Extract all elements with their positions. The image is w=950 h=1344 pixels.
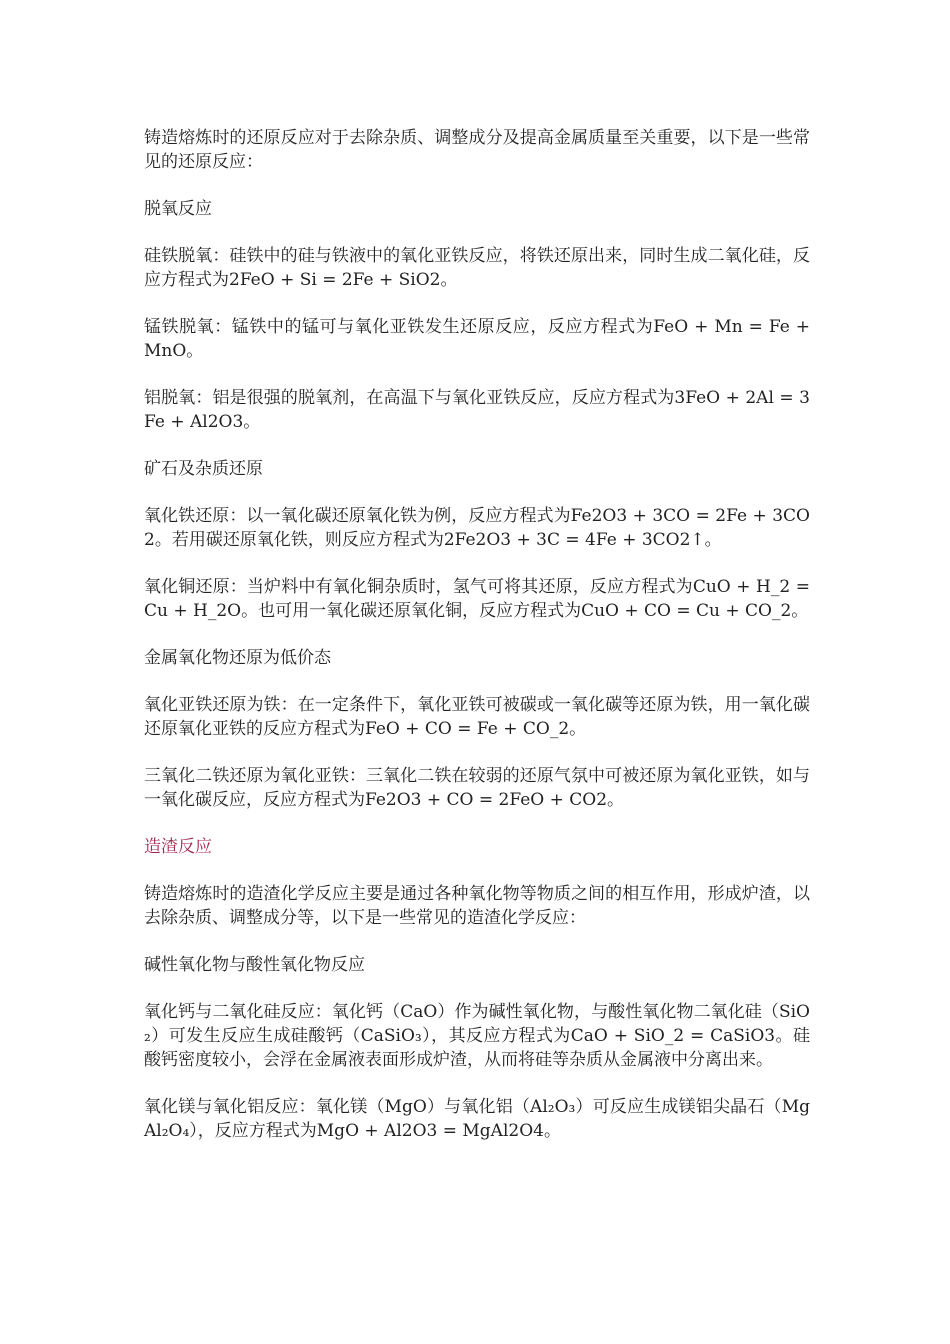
paragraph-mgo-al2o3: 氧化镁与氧化铝反应：氧化镁（MgO）与氧化铝（Al₂O₃）可反应生成镁铝尖晶石（MgAl₂O₄），反应方程式为MgO + Al2O3 = MgAl2O4。	[144, 1097, 810, 1141]
paragraph-ferrous-oxide: 氧化亚铁还原为铁：在一定条件下，氧化亚铁可被碳或一氧化碳等还原为铁，用一氧化碳还原氧化亚铁的反应方程式为FeO + CO = Fe + CO_2。	[144, 695, 810, 739]
paragraph-iron-oxide: 氧化铁还原：以一氧化碳还原氧化铁为例，反应方程式为Fe2O3 + 3CO = 2Fe + 3CO2。若用碳还原氧化铁，则反应方程式为2Fe2O3 + 3C = 4Fe + 3CO2↑。	[144, 506, 810, 550]
document-body	[144, 126, 810, 1166]
section-heading-lower-valence: 金属氧化物还原为低价态	[144, 648, 331, 668]
paragraph-aluminum: 铝脱氧：铝是很强的脱氧剂，在高温下与氧化亚铁反应，反应方程式为3FeO + 2Al = 3Fe + Al2O3。	[144, 388, 810, 432]
section-heading-slagging: 造渣反应	[144, 837, 212, 857]
subheading-basic-acidic-oxides: 碱性氧化物与酸性氧化物反应	[144, 955, 365, 975]
paragraph-slagging-intro: 铸造熔炼时的造渣化学反应主要是通过各种氧化物等物质之间的相互作用，形成炉渣，以去除杂质、调整成分等，以下是一些常见的造渣化学反应：	[144, 884, 810, 928]
intro-paragraph: 铸造熔炼时的还原反应对于去除杂质、调整成分及提高金属质量至关重要，以下是一些常见的还原反应：	[144, 128, 810, 172]
section-heading-deoxidation: 脱氧反应	[144, 199, 212, 219]
paragraph-ferromanganese: 锰铁脱氧：锰铁中的锰可与氧化亚铁发生还原反应，反应方程式为FeO + Mn = Fe + MnO。	[144, 317, 810, 361]
paragraph-ferric-oxide: 三氧化二铁还原为氧化亚铁：三氧化二铁在较弱的还原气氛中可被还原为氧化亚铁，如与一氧化碳反应，反应方程式为Fe2O3 + CO = 2FeO + CO2。	[144, 766, 810, 810]
paragraph-ferrosilicon: 硅铁脱氧：硅铁中的硅与铁液中的氧化亚铁反应，将铁还原出来，同时生成二氧化硅，反应方程式为2FeO + Si = 2Fe + SiO2。	[144, 246, 810, 290]
section-heading-ore-reduction: 矿石及杂质还原	[144, 459, 263, 479]
paragraph-copper-oxide: 氧化铜还原：当炉料中有氧化铜杂质时，氢气可将其还原，反应方程式为CuO + H_2 = Cu + H_2O。也可用一氧化碳还原氧化铜，反应方程式为CuO + CO = Cu + CO_2。	[144, 577, 810, 621]
paragraph-cao-sio2: 氧化钙与二氧化硅反应：氧化钙（CaO）作为碱性氧化物，与酸性氧化物二氧化硅（SiO₂）可发生反应生成硅酸钙（CaSiO₃），其反应方程式为CaO + SiO_2 = CaSiO3。硅酸钙密度较小，会浮在金属液表面形成炉渣，从而将硅等杂质从金属液中分离出来。	[144, 1002, 810, 1070]
